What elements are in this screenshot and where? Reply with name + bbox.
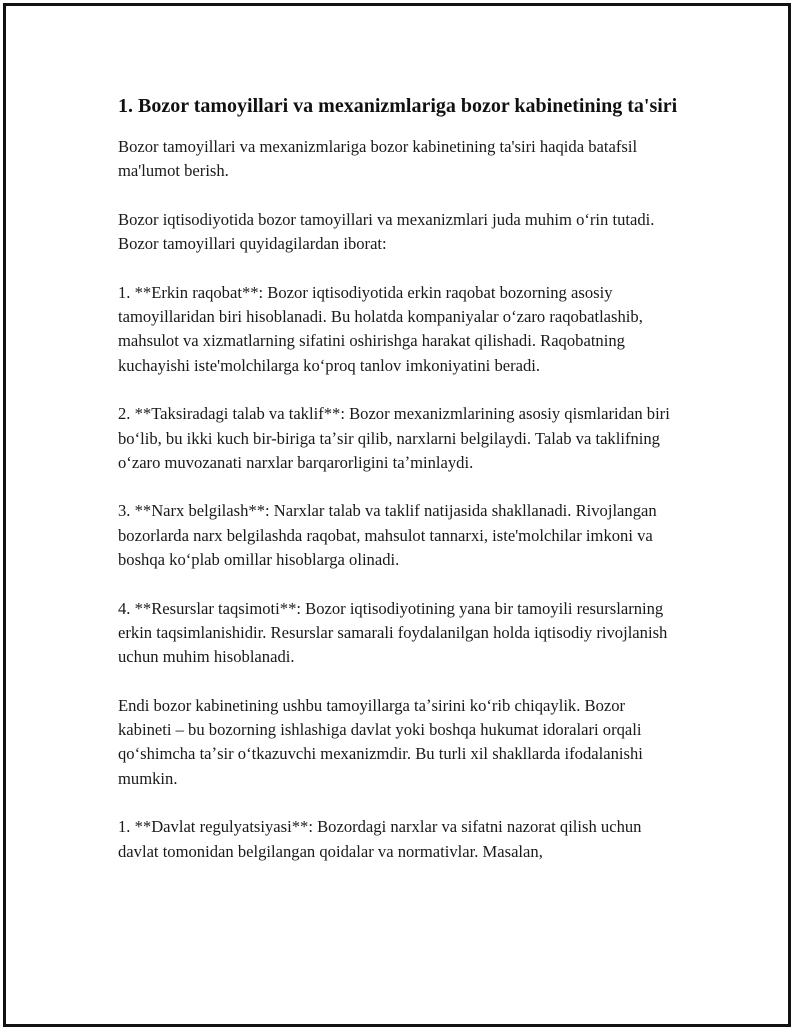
- paragraph-principles-lead: Bozor iqtisodiyotida bozor tamoyillari va mexanizmlari juda muhim oʻrin tutadi. Bozor tamoyillari quyidagilardan iborat:: [118, 209, 655, 254]
- paragraph-resource-allocation: 4. **Resurslar taqsimoti**: Bozor iqtisodiyotining yana bir tamoyili resurslarning erkin taqsimlanishidir. Resurslar samarali foydalanilgan holda iqtisodiy rivojlanish uchun muhim hisoblanadi.: [118, 598, 668, 667]
- paragraph-intro: Bozor tamoyillari va mexanizmlariga bozor kabinetining ta'siri haqida batafsil ma'lumot berish.: [118, 137, 638, 181]
- paragraph-cabinet-influence: Endi bozor kabinetining ushbu tamoyillarga taʼsirini koʻrib chiqaylik. Bozor kabineti – bu bozorning ishlashiga davlat yoki boshqa hukumat idoralari orqali qoʻshimcha taʼsir oʻtkazuvchi mexanizmdir. Bu turli xil shakllarda ifodalanishi mumkin.: [118, 695, 643, 788]
- paragraph-state-regulation: 1. **Davlat regulyatsiyasi**: Bozordagi narxlar va sifatni nazorat qilish uchun davlat tomonidan belgilangan qoidalar va normativlar. Masalan,: [118, 817, 642, 861]
- document-title: 1. Bozor tamoyillari va mexanizmlariga bozor kabinetining ta'siri: [118, 95, 678, 117]
- paragraph-pricing: 3. **Narx belgilash**: Narxlar talab va taklif natijasida shakllanadi. Rivojlangan bozorlarda narx belgilashda raqobat, mahsulot tannarxi, iste'molchilar imkoni va boshqa koʻplab omillar hisoblarga olinadi.: [118, 501, 657, 570]
- document-body: [118, 92, 678, 864]
- paragraph-supply-demand: 2. **Taksiradagi talab va taklif**: Bozor mexanizmlarining asosiy qismlaridan biri boʻlib, bu ikki kuch bir-biriga taʼsir qilib, narxlarni belgilaydi. Talab va taklifning oʻzaro muvozanati narxlar barqarorligini taʼminlaydi.: [118, 404, 670, 472]
- paragraph-free-competition: 1. **Erkin raqobat**: Bozor iqtisodiyotida erkin raqobat bozorning asosiy tamoyillaridan biri hisoblanadi. Bu holatda kompaniyalar oʻzaro raqobatlashib, mahsulot va xizmatlarning sifatini oshirishga harakat qilishadi. Raqobatning kuchayishi iste'molchilarga koʻproq tanlov imkoniyatini beradi.: [118, 282, 643, 375]
